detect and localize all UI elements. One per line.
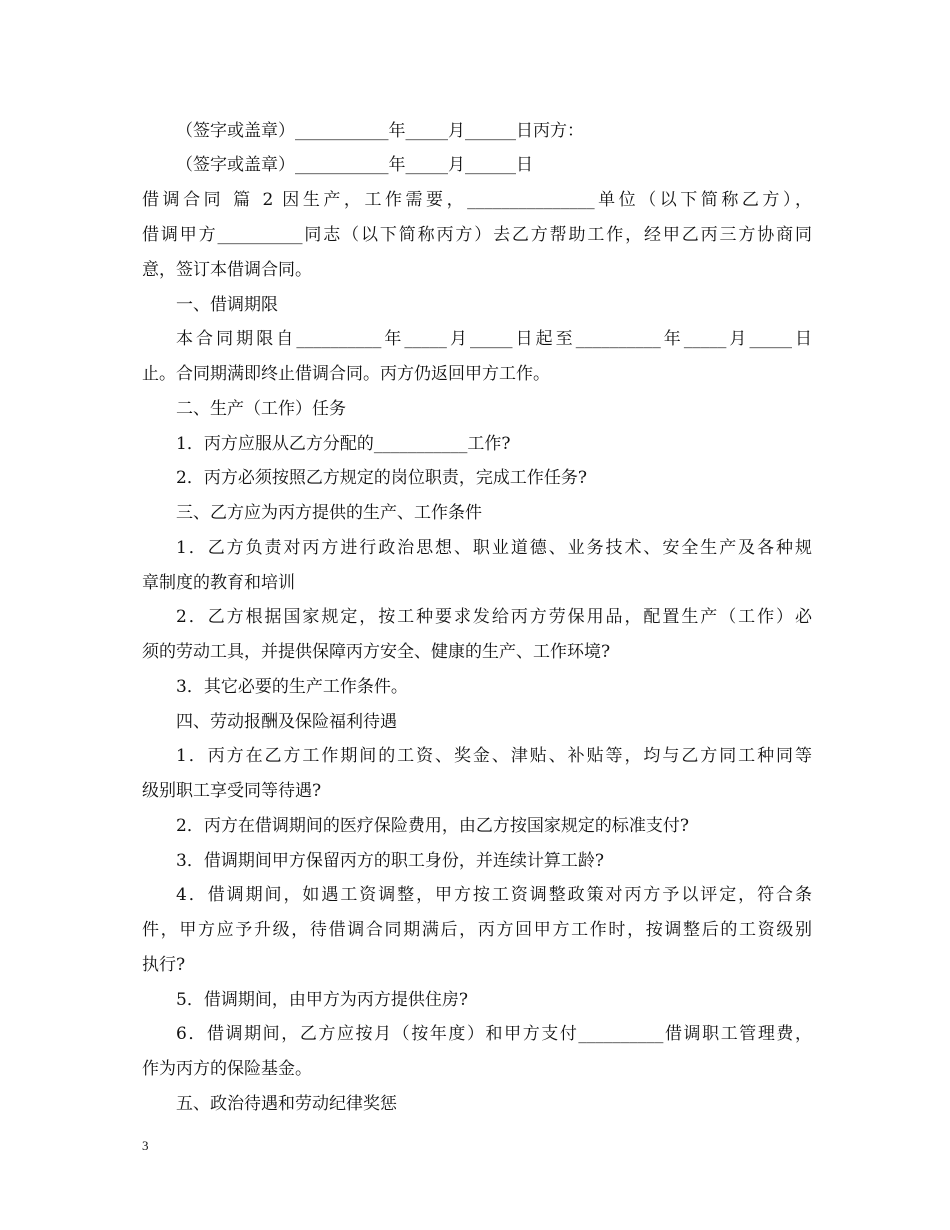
section-heading: 一、借调期限 <box>176 295 278 315</box>
list-item: 6．借调期间，乙方应按月（按年度）和甲方支付__________借调职工管理费， <box>176 1024 812 1044</box>
list-item: 5．借调期间，由甲方为丙方提供住房? <box>176 990 468 1010</box>
list-item: 3．借调期间甲方保留丙方的职工身份，并连续计算工龄? <box>176 851 604 871</box>
list-item: 1．乙方负责对丙方进行政治思想、职业道德、业务技术、安全生产及各种规 <box>176 538 812 558</box>
list-item: 1．丙方在乙方工作期间的工资、奖金、津贴、补贴等，均与乙方同工种同等 <box>176 746 812 766</box>
signature-line-1: （签字或盖章）___________年_____月______日丙方： <box>176 121 584 141</box>
section-heading: 三、乙方应为丙方提供的生产、工作条件 <box>176 503 482 523</box>
paragraph-line: 借调甲方__________同志（以下简称丙方）去乙方帮助工作，经甲乙丙三方协商同 <box>142 225 812 245</box>
section-heading: 四、劳动报酬及保险福利待遇 <box>176 712 397 732</box>
paragraph-line: 止。合同期满即终止借调合同。丙方仍返回甲方工作。 <box>142 364 550 384</box>
paragraph-line: 本合同期限自__________年_____月_____日起至__________年_____月_____日 <box>176 329 812 349</box>
section-heading: 五、政治待遇和劳动纪律奖惩 <box>176 1094 397 1114</box>
list-item: 2．乙方根据国家规定，按工种要求发给丙方劳保用品，配置生产（工作）必 <box>176 607 812 627</box>
section-heading: 二、生产（工作）任务 <box>176 399 346 419</box>
list-item: 2．丙方在借调期间的医疗保险费用，由乙方按国家规定的标准支付? <box>176 816 689 836</box>
signature-line-2: （签字或盖章）___________年_____月______日 <box>176 155 533 175</box>
paragraph-line: 作为丙方的保险基金。 <box>142 1059 312 1079</box>
list-item: 2．丙方必须按照乙方规定的岗位职责，完成工作任务? <box>176 468 587 488</box>
list-item: 3．其它必要的生产工作条件。 <box>176 677 408 697</box>
list-item: 4．借调期间，如遇工资调整，甲方按工资调整政策对丙方予以评定，符合条 <box>176 885 812 905</box>
paragraph-line: 执行? <box>142 955 186 975</box>
paragraph-line: 借调合同 篇 2 因生产，工作需要，_______________单位（以下简称乙方）， <box>142 190 812 210</box>
paragraph-line: 意，签订本借调合同。 <box>142 260 312 280</box>
paragraph-line: 件，甲方应予升级，待借调合同期满后，丙方回甲方工作时，按调整后的工资级别 <box>142 920 812 940</box>
page-number: 3 <box>142 1138 149 1153</box>
list-item: 1．丙方应服从乙方分配的___________工作? <box>176 434 511 454</box>
paragraph-line: 级别职工享受同等待遇? <box>142 781 322 801</box>
paragraph-line: 章制度的教育和培训 <box>142 573 295 593</box>
paragraph-line: 须的劳动工具，并提供保障丙方安全、健康的生产、工作环境? <box>142 642 611 662</box>
